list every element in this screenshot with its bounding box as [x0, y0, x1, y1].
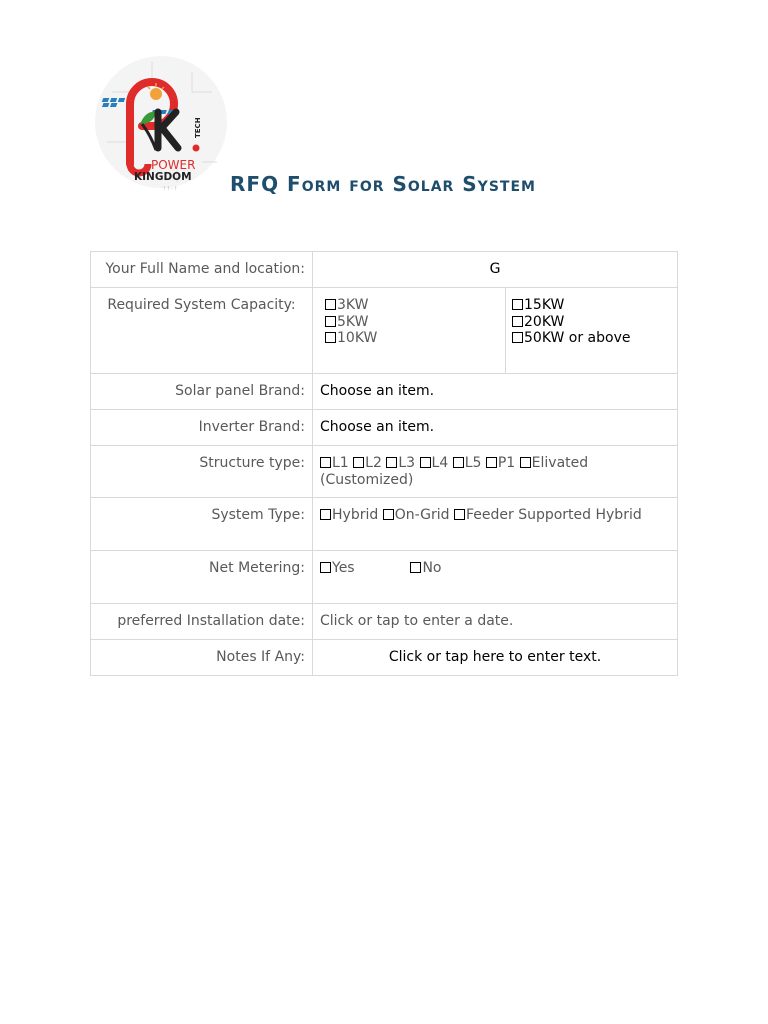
power-kingdom-logo: [92, 52, 230, 194]
checkbox-icon[interactable]: [325, 299, 336, 310]
net-metering-option-yes[interactable]: Yes: [320, 560, 394, 576]
structure-option-l1[interactable]: L1: [320, 455, 349, 471]
checkbox-icon[interactable]: [325, 332, 336, 343]
install-date-row: [91, 604, 678, 640]
structure-row: [91, 446, 678, 498]
checkbox-icon[interactable]: [410, 562, 421, 573]
install-date-label: preferred Installation date:: [91, 604, 313, 640]
capacity-option-15kw[interactable]: 15KW: [512, 297, 671, 314]
checkbox-icon[interactable]: [325, 316, 336, 327]
capacity-option-3kw[interactable]: 3KW: [325, 297, 499, 314]
inverter-brand-row: [91, 410, 678, 446]
panel-brand-dropdown[interactable]: Choose an item.: [313, 374, 678, 410]
checkbox-icon[interactable]: [320, 562, 331, 573]
svg-text:KINGDOM: KINGDOM: [134, 171, 192, 183]
net-metering-label: Net Metering:: [91, 551, 313, 604]
system-type-option-hybrid[interactable]: Hybrid: [320, 507, 378, 523]
svg-text:↑↑··↑: ↑↑··↑: [162, 186, 178, 192]
inverter-brand-dropdown[interactable]: Choose an item.: [313, 410, 678, 446]
structure-option-l2[interactable]: L2: [353, 455, 382, 471]
inverter-brand-label: Inverter Brand:: [91, 410, 313, 446]
checkbox-icon[interactable]: [454, 509, 465, 520]
capacity-label: Required System Capacity:: [91, 288, 313, 374]
capacity-option-50kw[interactable]: 50KW or above: [512, 330, 671, 347]
capacity-options-left: [313, 288, 506, 374]
notes-field[interactable]: Click or tap here to enter text.: [313, 640, 678, 676]
structure-options: [313, 446, 678, 498]
checkbox-icon[interactable]: [512, 316, 523, 327]
checkbox-icon[interactable]: [383, 509, 394, 520]
net-metering-option-no[interactable]: No: [410, 560, 441, 576]
system-type-label: System Type:: [91, 498, 313, 551]
net-metering-options: [313, 551, 678, 604]
panel-brand-label: Solar panel Brand:: [91, 374, 313, 410]
checkbox-icon[interactable]: [453, 457, 464, 468]
capacity-option-20kw[interactable]: 20KW: [512, 314, 671, 331]
page-title: RFQ Form for Solar System: [230, 172, 536, 196]
capacity-row: [91, 288, 678, 374]
checkbox-icon[interactable]: [420, 457, 431, 468]
full-name-label: Your Full Name and location:: [91, 252, 313, 288]
notes-row: [91, 640, 678, 676]
structure-option-l4[interactable]: L4: [420, 455, 449, 471]
net-metering-row: [91, 551, 678, 604]
svg-text:POWER: POWER: [151, 158, 196, 172]
checkbox-icon[interactable]: [512, 332, 523, 343]
panel-brand-row: [91, 374, 678, 410]
checkbox-icon[interactable]: [520, 457, 531, 468]
structure-option-p1[interactable]: P1: [486, 455, 515, 471]
full-name-row: [91, 252, 678, 288]
checkbox-icon[interactable]: [320, 509, 331, 520]
full-name-field[interactable]: G: [313, 252, 678, 288]
structure-option-l3[interactable]: L3: [386, 455, 415, 471]
checkbox-icon[interactable]: [512, 299, 523, 310]
system-type-row: [91, 498, 678, 551]
checkbox-icon[interactable]: [320, 457, 331, 468]
rfq-form-table: [90, 251, 678, 676]
structure-label: Structure type:: [91, 446, 313, 498]
system-type-option-feeder-supported-hybrid[interactable]: Feeder Supported Hybrid: [454, 507, 642, 523]
system-type-option-on-grid[interactable]: On-Grid: [383, 507, 450, 523]
checkbox-icon[interactable]: [486, 457, 497, 468]
checkbox-icon[interactable]: [353, 457, 364, 468]
structure-option-elivated[interactable]: Elivated (Customized): [320, 455, 589, 488]
capacity-option-10kw[interactable]: 10KW: [325, 330, 499, 347]
svg-text:TECH: TECH: [194, 117, 202, 138]
install-date-picker[interactable]: Click or tap to enter a date.: [313, 604, 678, 640]
checkbox-icon[interactable]: [386, 457, 397, 468]
capacity-option-5kw[interactable]: 5KW: [325, 314, 499, 331]
notes-label: Notes If Any:: [91, 640, 313, 676]
structure-option-l5[interactable]: L5: [453, 455, 482, 471]
capacity-options-right: [506, 288, 678, 374]
system-type-options: [313, 498, 678, 551]
